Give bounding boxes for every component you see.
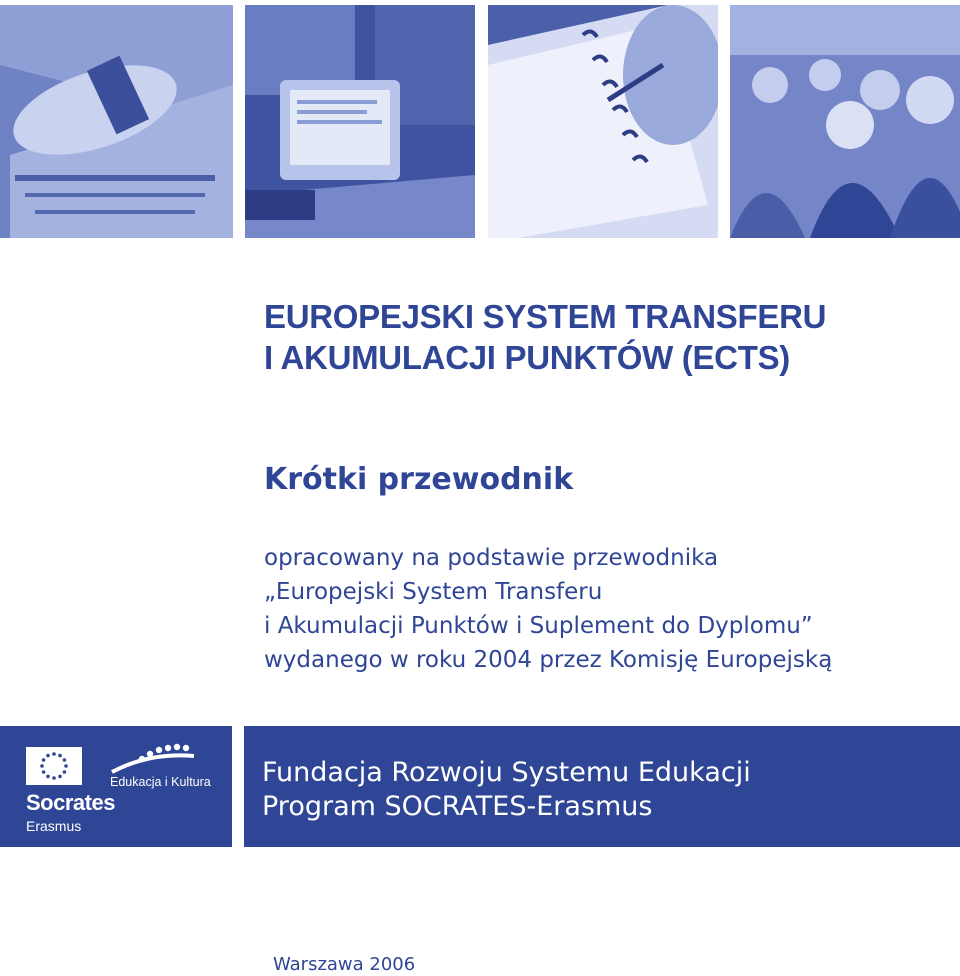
document-description (264, 541, 832, 677)
photo-students-lecture (730, 5, 960, 238)
description-line-2: „Europejski System Transferu (264, 579, 603, 605)
socrates-logo-text: Socrates (26, 790, 115, 815)
eu-flag-icon (26, 747, 82, 785)
photo-notebook-writing (488, 5, 718, 238)
program-logos (0, 726, 232, 847)
publisher-line-1: Fundacja Rozwoju Systemu Edukacji (262, 757, 751, 788)
edukacja-kultura-label: Edukacja i Kultura (110, 775, 211, 789)
title-line-2: I AKUMULACJI PUNKTÓW (ECTS) (264, 339, 790, 376)
photo-erasmus-diploma (0, 5, 233, 238)
photo-computer (245, 5, 475, 238)
publication-place-year: Warszawa 2006 (273, 954, 416, 975)
edukacja-kultura-logo-icon (110, 742, 196, 778)
title-line-1: EUROPEJSKI SYSTEM TRANSFERU (264, 298, 827, 335)
publisher-banner (244, 726, 960, 847)
document-subtitle: Krótki przewodnik (264, 462, 574, 497)
description-line-4: wydanego w roku 2004 przez Komisję Europejską (264, 647, 833, 673)
document-title (264, 296, 826, 378)
publisher-line-2: Program SOCRATES-Erasmus (262, 791, 653, 822)
description-line-3: i Akumulacji Punktów i Suplement do Dyplomu” (264, 613, 813, 639)
erasmus-logo-text: Erasmus (26, 818, 82, 834)
description-line-1: opracowany na podstawie przewodnika (264, 545, 719, 571)
